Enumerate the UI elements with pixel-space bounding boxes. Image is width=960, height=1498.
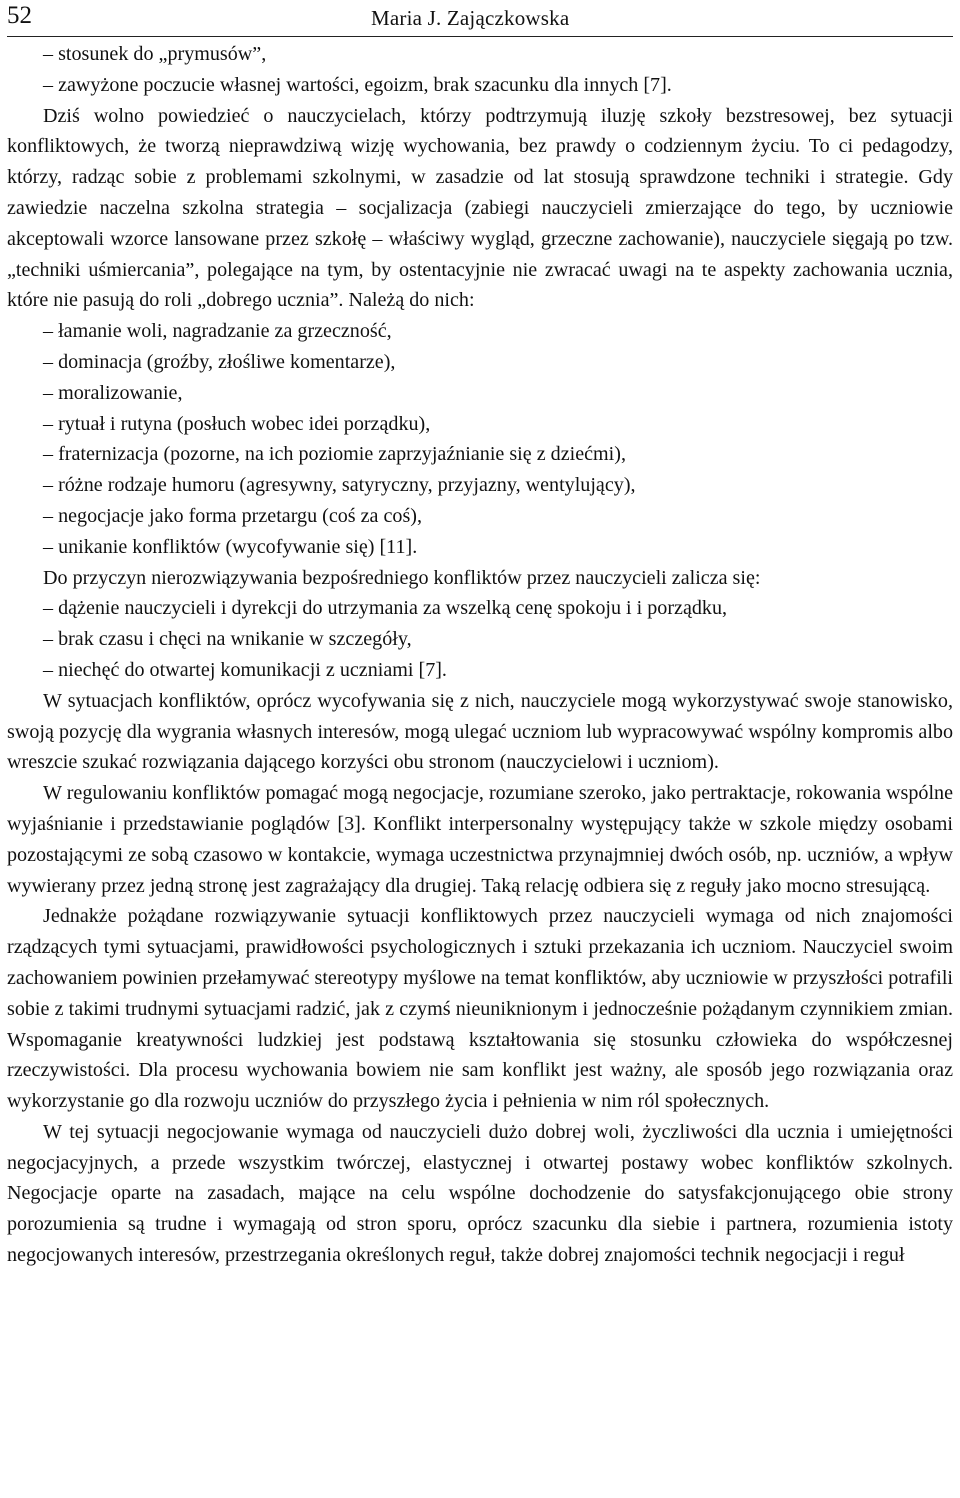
page-body	[7, 39, 953, 1271]
list-item: – fraternizacja (pozorne, na ich poziomie zaprzyjaźnianie się z dziećmi),	[43, 443, 626, 466]
list-item: – różne rodzaje humoru (agresywny, satyryczny, przyjazny, wentylujący),	[43, 474, 636, 497]
list-intro-paragraph: Do przyczyn nierozwiązywania bezpośredniego konfliktów przez nauczycieli zalicza się:	[43, 566, 761, 589]
list-item: – zawyżone poczucie własnej wartości, egoizm, brak szacunku dla innych [7].	[43, 73, 672, 96]
page-header	[7, 0, 953, 37]
list-item: – brak czasu i chęci na wnikanie w szczegóły,	[43, 628, 412, 651]
list-item: – stosunek do „prymusów”,	[43, 43, 267, 65]
paragraph: W sytuacjach konfliktów, oprócz wycofywania się z nich, nauczyciele mogą wykorzystywać swoje stanowisko, swoją pozycję dla wygrania własnych interesów, mogą ulegać uczniom lub wypracowywać wspólny kompromis albo wreszcie szukać rozwiązania dającego korzyści obu stronom (nauczycielowi i uczniom).	[7, 689, 953, 774]
list-item: – rytuał i rutyna (posłuch wobec idei porządku),	[43, 412, 431, 435]
document-page	[7, 0, 953, 1271]
running-head-author: Maria J. Zajączkowska	[371, 6, 570, 30]
paragraph: W regulowaniu konfliktów pomagać mogą negocjacje, rozumiane szeroko, jako pertraktacje, rokowania wspólne wyjaśnianie i przedstawianie poglądów [3]. Konflikt interpersonalny występujący także w szkole między osobami pozostającymi ze sobą czasowo w kontakcie, wymaga uczestnictwa przynajmniej dwóch osób, np. uczniów, a wpływ wywierany przez jedną stronę jest zagrażający dla drugiej. Taką relację odbiera się z reguły jako mocno stresującą.	[7, 782, 953, 897]
list-item: – unikanie konfliktów (wycofywanie się) [11].	[43, 535, 418, 558]
paragraph: Dziś wolno powiedzieć o nauczycielach, którzy podtrzymują iluzję szkoły bezstresowej, bez sytuacji konfliktowych, że tworzą nieprawdziwą wizję wychowania, bez prawdy o codziennym życiu. To ci pedagodzy, którzy, radząc sobie z problemami szkolnymi, w zasadzie od lat stosują sprawdzone techniki i strategie. Gdy zawiedzie naczelna szkolna strategia – socjalizacja (zabiegi nauczycieli zmierzające do tego, by uczniowie akceptowali wzorce lansowane przez szkołę – właściwy wygląd, grzeczne zachowanie), nauczyciele sięgają po tzw. „techniki uśmiercania”, polegające na tym, by ostentacyjnie nie zwracać uwagi na te aspekty zachowania ucznia, które nie pasują do roli „dobrego ucznia”. Należą do nich:	[7, 104, 953, 312]
list-item: – negocjacje jako forma przetargu (coś za coś),	[43, 504, 422, 527]
list-item: – moralizowanie,	[43, 381, 183, 404]
paragraph: Jednakże pożądane rozwiązywanie sytuacji konfliktowych przez nauczycieli wymaga od nich znajomości rządzących tymi sytuacjami, prawidłowości psychologicznych i sztuki przekazania ich uczniom. Nauczyciel swoim zachowaniem powinien przełamywać stereotypy myślowe na temat konfliktów, aby uczniowie w przyszłości potrafili sobie z takimi trudnymi sytuacjami radzić, jak z czymś nieuniknionym i jednocześnie pożądanym czynnikiem zmian. Wspomaganie kreatywności ludzkiej jest podstawą kształtowania się stosunku człowieka do współczesnej rzeczywistości. Dla procesu wychowania bowiem nie sam konflikt jest ważny, ale sposób jego rozwiązania oraz wykorzystanie go dla rozwoju uczniów do przyszłego życia i pełnienia w nim ról społecznych.	[7, 905, 953, 1113]
paragraph: W tej sytuacji negocjowanie wymaga od nauczycieli dużo dobrej woli, życzliwości dla ucznia i umiejętności negocjacyjnych, a przede wszystkim twórczej, elastycznej i otwartej postawy wobec konfliktów szkolnych. Negocjacje oparte na zasadach, mające na celu wspólne dochodzenie do satysfakcjonującego obie strony porozumienia są trudne i wymagają od stron sporu, oprócz szacunku dla siebie i partnera, rozumienia istoty negocjowanych interesów, przestrzegania określonych reguł, także dobrej znajomości technik negocjacji i reguł	[7, 1120, 953, 1267]
list-item: – niechęć do otwartej komunikacji z uczniami [7].	[43, 658, 447, 681]
list-item: – łamanie woli, nagradzanie za grzeczność,	[43, 320, 392, 343]
list-item: – dominacja (groźby, złośliwe komentarze),	[43, 350, 396, 373]
page-number: 52	[7, 2, 32, 29]
list-item: – dążenie nauczycieli i dyrekcji do utrzymania za wszelką cenę spokoju i i porządku,	[43, 597, 728, 620]
